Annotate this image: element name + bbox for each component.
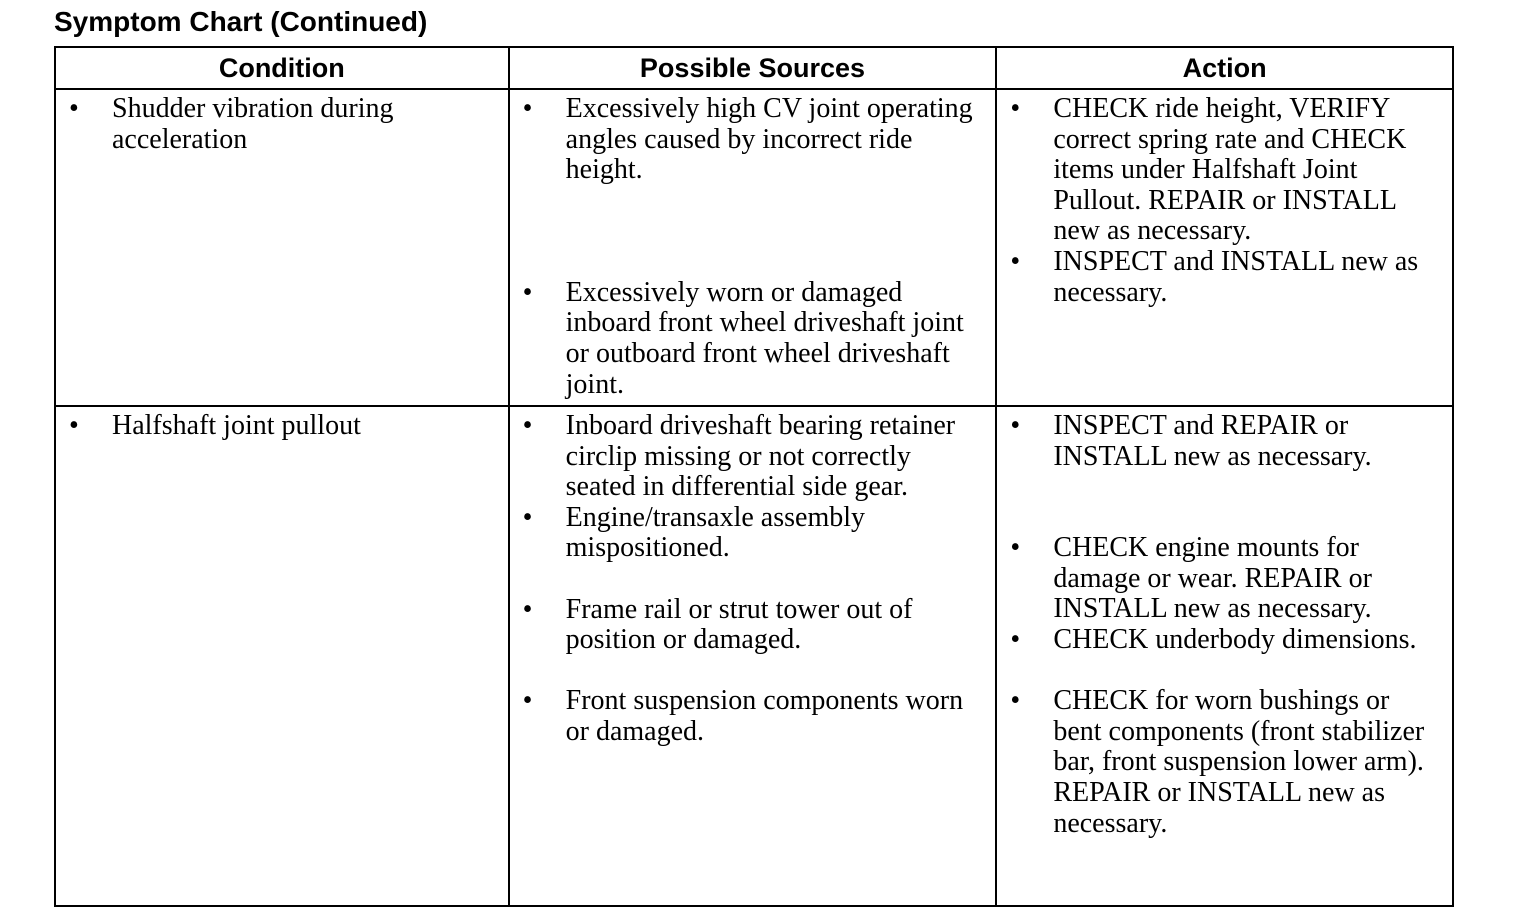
condition-cell xyxy=(55,89,509,406)
bullet-icon: • xyxy=(1010,685,1021,717)
list-item xyxy=(997,533,1452,625)
source-text: Frame rail or strut tower out of position or damaged. xyxy=(565,593,913,656)
header-possible-sources: Possible Sources xyxy=(509,47,997,89)
list-item xyxy=(997,411,1452,472)
list-item xyxy=(997,686,1452,839)
action-text: INSPECT and INSTALL new as necessary. xyxy=(1053,245,1419,308)
table-row xyxy=(55,89,1453,406)
condition-text: Halfshaft joint pullout xyxy=(112,410,361,441)
list-item xyxy=(510,686,996,747)
page-title: Symptom Chart (Continued) xyxy=(54,6,428,37)
bullet-icon: • xyxy=(1010,93,1021,124)
action-text: INSPECT and REPAIR or INSTALL new as necessary. xyxy=(1053,410,1372,472)
symptom-chart-table xyxy=(54,46,1454,907)
list-item xyxy=(510,595,996,656)
bullet-icon: • xyxy=(522,685,533,717)
table-header-row xyxy=(55,47,1453,89)
bullet-icon: • xyxy=(1010,532,1021,564)
source-text: Excessively worn or damaged inboard front wheel driveshaft joint or outboard front wheel driveshaft joint. xyxy=(565,276,964,400)
bullet-icon: • xyxy=(522,276,533,308)
bullet-icon: • xyxy=(1010,245,1021,277)
list-item xyxy=(56,94,508,155)
list-item xyxy=(997,625,1452,656)
source-text: Excessively high CV joint operating angles caused by incorrect ride height. xyxy=(565,93,973,186)
bullet-icon: • xyxy=(522,93,533,124)
condition-cell xyxy=(55,406,509,906)
source-text: Engine/transaxle assembly mispositioned. xyxy=(565,501,865,564)
list-item xyxy=(997,94,1452,247)
condition-text: Shudder vibration during acceleration xyxy=(112,93,394,155)
bullet-icon: • xyxy=(1010,410,1021,441)
bullet-icon: • xyxy=(522,501,533,533)
bullet-icon: • xyxy=(1010,623,1021,655)
sources-cell xyxy=(509,89,997,406)
source-text: Inboard driveshaft bearing retainer circlip missing or not correctly seated in differential side gear. xyxy=(565,410,956,503)
bullet-icon: • xyxy=(522,593,533,625)
list-item xyxy=(510,94,996,186)
bullet-icon: • xyxy=(522,410,533,441)
list-item xyxy=(56,411,508,442)
header-condition: Condition xyxy=(55,47,509,89)
bullet-icon: • xyxy=(69,410,79,441)
header-action: Action xyxy=(996,47,1453,89)
action-cell xyxy=(996,89,1453,406)
action-text: CHECK ride height, VERIFY correct spring rate and CHECK items under Halfshaft Joint Pullout. REPAIR or INSTALL new as necessary. xyxy=(1053,93,1407,247)
list-item xyxy=(510,411,996,503)
source-text: Front suspension components worn or damaged. xyxy=(565,685,964,747)
table-row xyxy=(55,406,1453,906)
list-item xyxy=(510,503,996,564)
list-item xyxy=(997,247,1452,308)
action-cell xyxy=(996,406,1453,906)
sources-cell xyxy=(509,406,997,906)
action-text: CHECK for worn bushings or bent components (front stabilizer bar, front suspension lower arm). REPAIR or INSTALL new as necessary. xyxy=(1053,685,1425,839)
action-text: CHECK underbody dimensions. xyxy=(1053,623,1417,655)
list-item xyxy=(510,278,996,400)
bullet-icon: • xyxy=(69,93,79,124)
action-text: CHECK engine mounts for damage or wear. REPAIR or INSTALL new as necessary. xyxy=(1053,532,1372,625)
